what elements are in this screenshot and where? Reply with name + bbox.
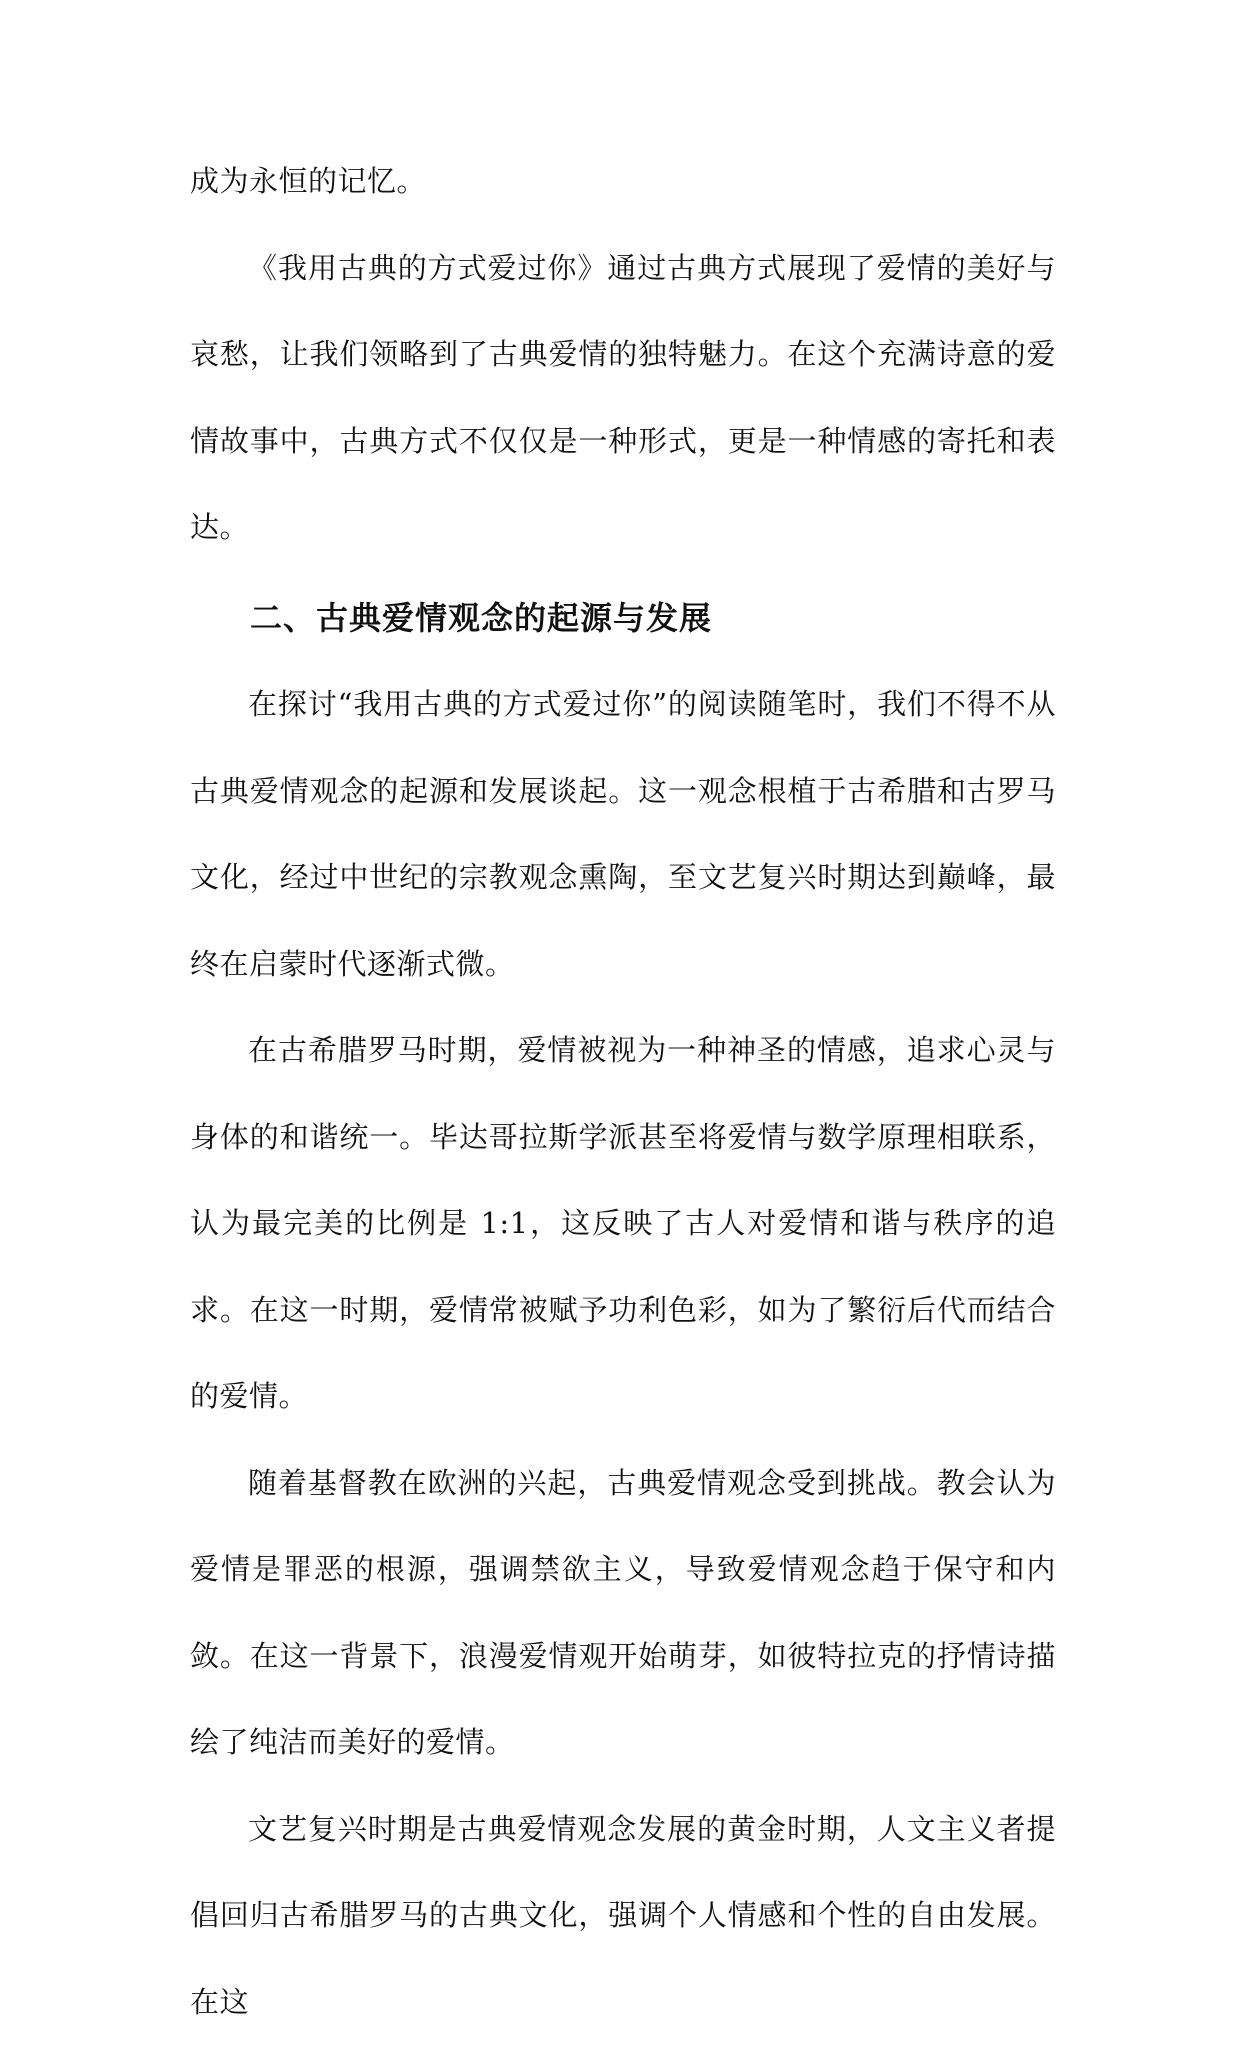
paragraph-greco-roman: 在古希腊罗马时期，爱情被视为一种神圣的情感，追求心灵与身体的和谐统一。毕达哥拉斯学派甚至将爱情与数学原理相联系，认为最完美的比例是 1:1，这反映了古人对爱情和谐与秩序的追求。在这一时期，爱情常被赋予功利色彩，如为了繁衍后代而结合的爱情。 xyxy=(190,1007,1056,1440)
paragraph-continuation: 成为永恒的记忆。 xyxy=(190,138,1056,225)
paragraph-christianity: 随着基督教在欧洲的兴起，古典爱情观念受到挑战。教会认为爱情是罪恶的根源，强调禁欲主义，导致爱情观念趋于保守和内敛。在这一背景下，浪漫爱情观开始萌芽，如彼特拉克的抒情诗描绘了纯洁而美好的爱情。 xyxy=(190,1440,1056,1786)
section-heading: 二、古典爱情观念的起源与发展 xyxy=(190,575,1056,662)
paragraph-origins: 在探讨“我用古典的方式爱过你”的阅读随笔时，我们不得不从古典爱情观念的起源和发展谈起。这一观念根植于古希腊和古罗马文化，经过中世纪的宗教观念熏陶，至文艺复兴时期达到巅峰，最终在启蒙时代逐渐式微。 xyxy=(190,661,1056,1007)
paragraph-intro: 《我用古典的方式爱过你》通过古典方式展现了爱情的美好与哀愁，让我们领略到了古典爱情的独特魅力。在这个充满诗意的爱情故事中，古典方式不仅仅是一种形式，更是一种情感的寄托和表达。 xyxy=(190,225,1056,571)
paragraph-renaissance: 文艺复兴时期是古典爱情观念发展的黄金时期，人文主义者提倡回归古希腊罗马的古典文化，强调个人情感和个性的自由发展。在这 xyxy=(190,1786,1056,2045)
document-page xyxy=(190,138,1056,2045)
